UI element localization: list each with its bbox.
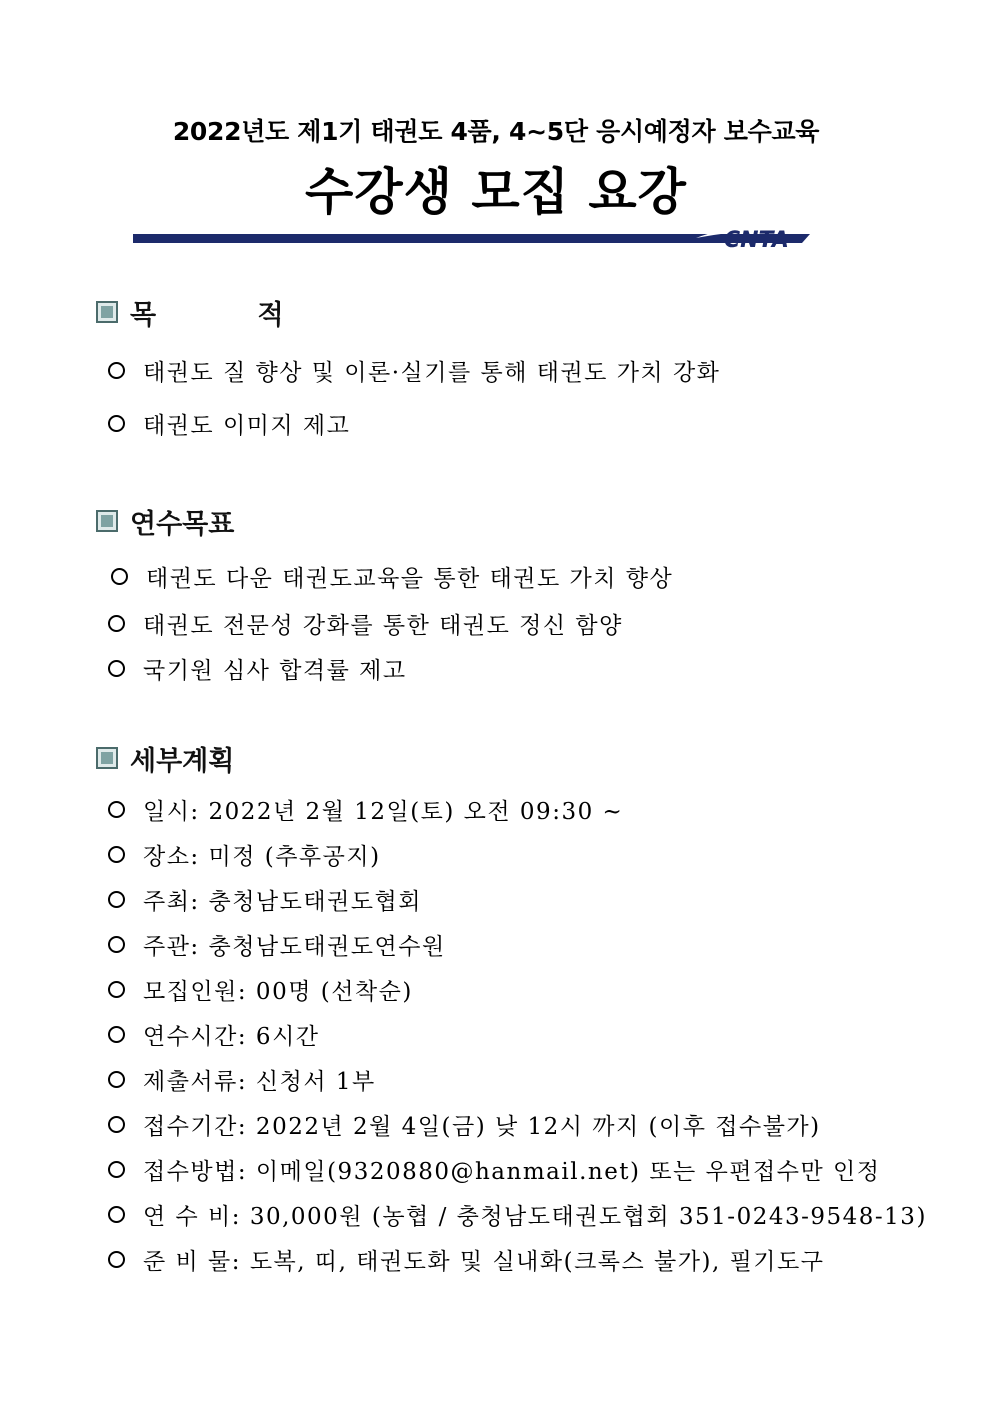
circle-bullet-icon [108, 1026, 125, 1043]
circle-bullet-icon [108, 1161, 125, 1178]
list-item-text: 주최: 충청남도태권도협회 [143, 889, 422, 915]
list-item [108, 1018, 320, 1051]
list-item-text: 주관: 충청남도태권도연수원 [143, 934, 446, 960]
list-item [108, 354, 720, 387]
list-item-text: 일시: 2022년 2월 12일(토) 오전 09:30 ~ [143, 799, 624, 825]
list-item-text: 접수기간: 2022년 2월 4일(금) 낮 12시 까지 (이후 접수불가) [143, 1114, 821, 1140]
list-item-text: 준 비 물: 도복, 띠, 태권도화 및 실내화(크록스 불가), 필기도구 [143, 1249, 825, 1275]
section-title: 연수목표 [130, 508, 235, 540]
section-square-icon [96, 301, 118, 323]
list-item [108, 838, 381, 871]
list-item [108, 1153, 880, 1186]
section-square-icon [96, 747, 118, 769]
section-title: 세부계획 [130, 745, 235, 777]
list-item-text: 접수방법: 이메일(9320880@hanmail.net) 또는 우편접수만 인정 [143, 1159, 881, 1185]
list-item [111, 560, 673, 593]
circle-bullet-icon [108, 981, 125, 998]
list-item-text: 태권도 전문성 강화를 통한 태권도 정신 함양 [143, 613, 623, 639]
circle-bullet-icon [108, 1251, 125, 1268]
list-item-text: 태권도 이미지 제고 [143, 413, 351, 439]
section-training-goals [96, 505, 235, 540]
circle-bullet-icon [108, 1206, 125, 1223]
document-title: 수강생 모집 요강 [305, 163, 687, 221]
list-item-text: 태권도 질 향상 및 이론·실기를 통해 태권도 가치 강화 [143, 360, 721, 386]
list-item-text: 연수시간: 6시간 [143, 1024, 320, 1050]
list-item [108, 928, 446, 961]
list-item-text: 모집인원: 00명 (선착순) [143, 979, 413, 1005]
list-item [108, 793, 623, 826]
circle-bullet-icon [108, 801, 125, 818]
list-item [108, 652, 407, 685]
circle-bullet-icon [108, 660, 125, 677]
circle-bullet-icon [108, 846, 125, 863]
list-item-text: 연 수 비: 30,000원 (농협 / 충청남도태권도협회 351-0243-9548-13) [143, 1204, 927, 1230]
circle-bullet-icon [108, 1071, 125, 1088]
cnta-logo [690, 224, 865, 250]
list-item [108, 1243, 824, 1276]
circle-bullet-icon [111, 568, 128, 585]
section-detailed-plan [96, 742, 235, 777]
document-subtitle: 2022년도 제1기 태권도 4품, 4~5단 응시예정자 보수교육 [172, 117, 820, 146]
list-item-text: 국기원 심사 합격률 제고 [143, 658, 407, 684]
circle-bullet-icon [108, 415, 125, 432]
logo-text: CNTA [724, 228, 789, 250]
circle-bullet-icon [108, 936, 125, 953]
circle-bullet-icon [108, 615, 125, 632]
list-item [108, 1108, 821, 1141]
list-item [108, 407, 350, 440]
section-title: 목 적 [130, 299, 330, 331]
list-item [108, 1063, 376, 1096]
section-purpose [96, 296, 330, 331]
list-item [108, 973, 413, 1006]
list-item-text: 제출서류: 신청서 1부 [143, 1069, 376, 1095]
circle-bullet-icon [108, 1116, 125, 1133]
list-item [108, 607, 623, 640]
list-item [108, 1198, 927, 1231]
list-item-text: 태권도 다운 태권도교육을 통한 태권도 가치 향상 [146, 566, 674, 592]
circle-bullet-icon [108, 891, 125, 908]
section-square-icon [96, 510, 118, 532]
list-item-text: 장소: 미정 (추후공지) [143, 844, 381, 870]
title-underline [133, 234, 703, 243]
list-item [108, 883, 422, 916]
circle-bullet-icon [108, 362, 125, 379]
